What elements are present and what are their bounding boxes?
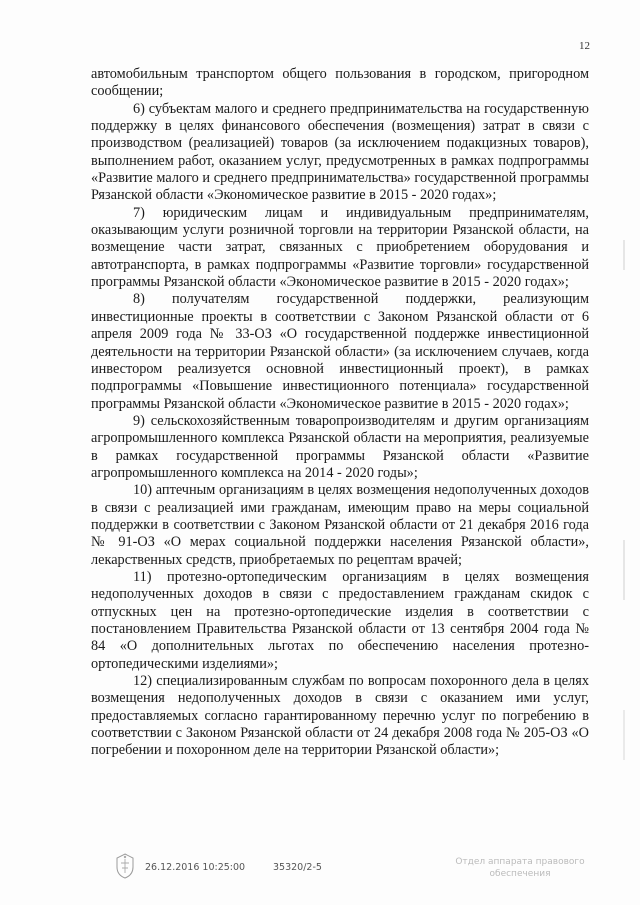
paragraph-item-11: 11) протезно-ортопедическим организациям в целях возмещения недополученных доходов в связи с предоставлением гражданам скидок с отпускных цен на протезно-ортопедические изделия в соответствии с постановлением Правительства Рязанской области от 13 сентября 2004 года № 84 «О дополнительных льготах по обеспечению населения протезно-ортопедическими изделиями»; bbox=[91, 568, 589, 672]
scan-margin-marks bbox=[622, 240, 626, 760]
paragraph-item-6: 6) субъектам малого и среднего предпринимательства на государственную поддержку в целях финансового обеспечения (возмещения) затрат в связи с производством (реализацией) товаров (за исключением подакцизных товаров), выполнением работ, оказанием услуг, предусмотренных в рамках подпрограммы «Развитие малого и среднего предпринимательства» государственной программы Рязанской области «Экономическое развитие в 2015 - 2020 годах»; bbox=[91, 100, 589, 204]
paragraph-item-5-continuation: автомобильным транспортом общего пользования в городском, пригородном сообщении; bbox=[91, 66, 589, 100]
stamp-line-2: обеспечения bbox=[489, 869, 551, 879]
footer-timestamp: 26.12.2016 10:25:00 bbox=[145, 862, 246, 873]
paragraph-item-10: 10) аптечным организациям в целях возмещения недополученных доходов в связи с реализацией ими гражданам, имеющим право на меры социальной поддержки в соответствии с Законом Рязанской области от 21 декабря 2016 года № 91-ОЗ «О мерах социальной поддержки населения Рязанской области», лекарственных средств, приобретаемых по рецептам врачей; bbox=[91, 482, 589, 568]
document-body bbox=[91, 66, 589, 760]
footer-document-number: 35320/2-5 bbox=[273, 862, 322, 873]
stamp-line-1: Отдел аппарата правового bbox=[455, 857, 585, 867]
paragraph-item-9: 9) сельскохозяйственным товаропроизводителям и другим организациям агропромышленного комплекса Рязанской области на мероприятия, реализуемые в рамках государственной программы Рязанской области «Развитие агропромышленного комплекса на 2014 - 2020 годы»; bbox=[91, 412, 589, 481]
coat-of-arms-seal-icon bbox=[113, 852, 137, 880]
paragraph-item-8: 8) получателям государственной поддержки, реализующим инвестиционные проекты в соответствии с Законом Рязанской области от 6 апреля 2009 года № 33-ОЗ «О государственной поддержке инвестиционной деятельности на территории Рязанской области» (за исключением случаев, когда инвестором реализуется основной инвестиционный проект), в рамках подпрограммы «Повышение инвестиционного потенциала» государственной программы Рязанской области «Экономическое развитие в 2015 - 2020 годах»; bbox=[91, 291, 589, 412]
paragraph-item-12: 12) специализированным службам по вопросам похоронного дела в целях возмещения недополученных доходов в связи с оказанием ими услуг, предоставляемых согласно гарантированному перечню услуг по погребению в соответствии с Законом Рязанской области от 24 декабря 2008 года № 205-ОЗ «О погребении и похоронном деле на территории Рязанской области»; bbox=[91, 673, 589, 759]
footer-faded-stamp bbox=[450, 856, 590, 880]
paragraph-item-7: 7) юридическим лицам и индивидуальным предпринимателям, оказывающим услуги розничной торговли на территории Рязанской области, на возмещение части затрат, связанных с приобретением оборудования и автотранспорта, в рамках подпрограммы «Развитие торговли» государственной программы Рязанской области «Экономическое развитие в 2015 - 2020 годах»; bbox=[91, 204, 589, 291]
page-number: 12 bbox=[579, 40, 590, 52]
